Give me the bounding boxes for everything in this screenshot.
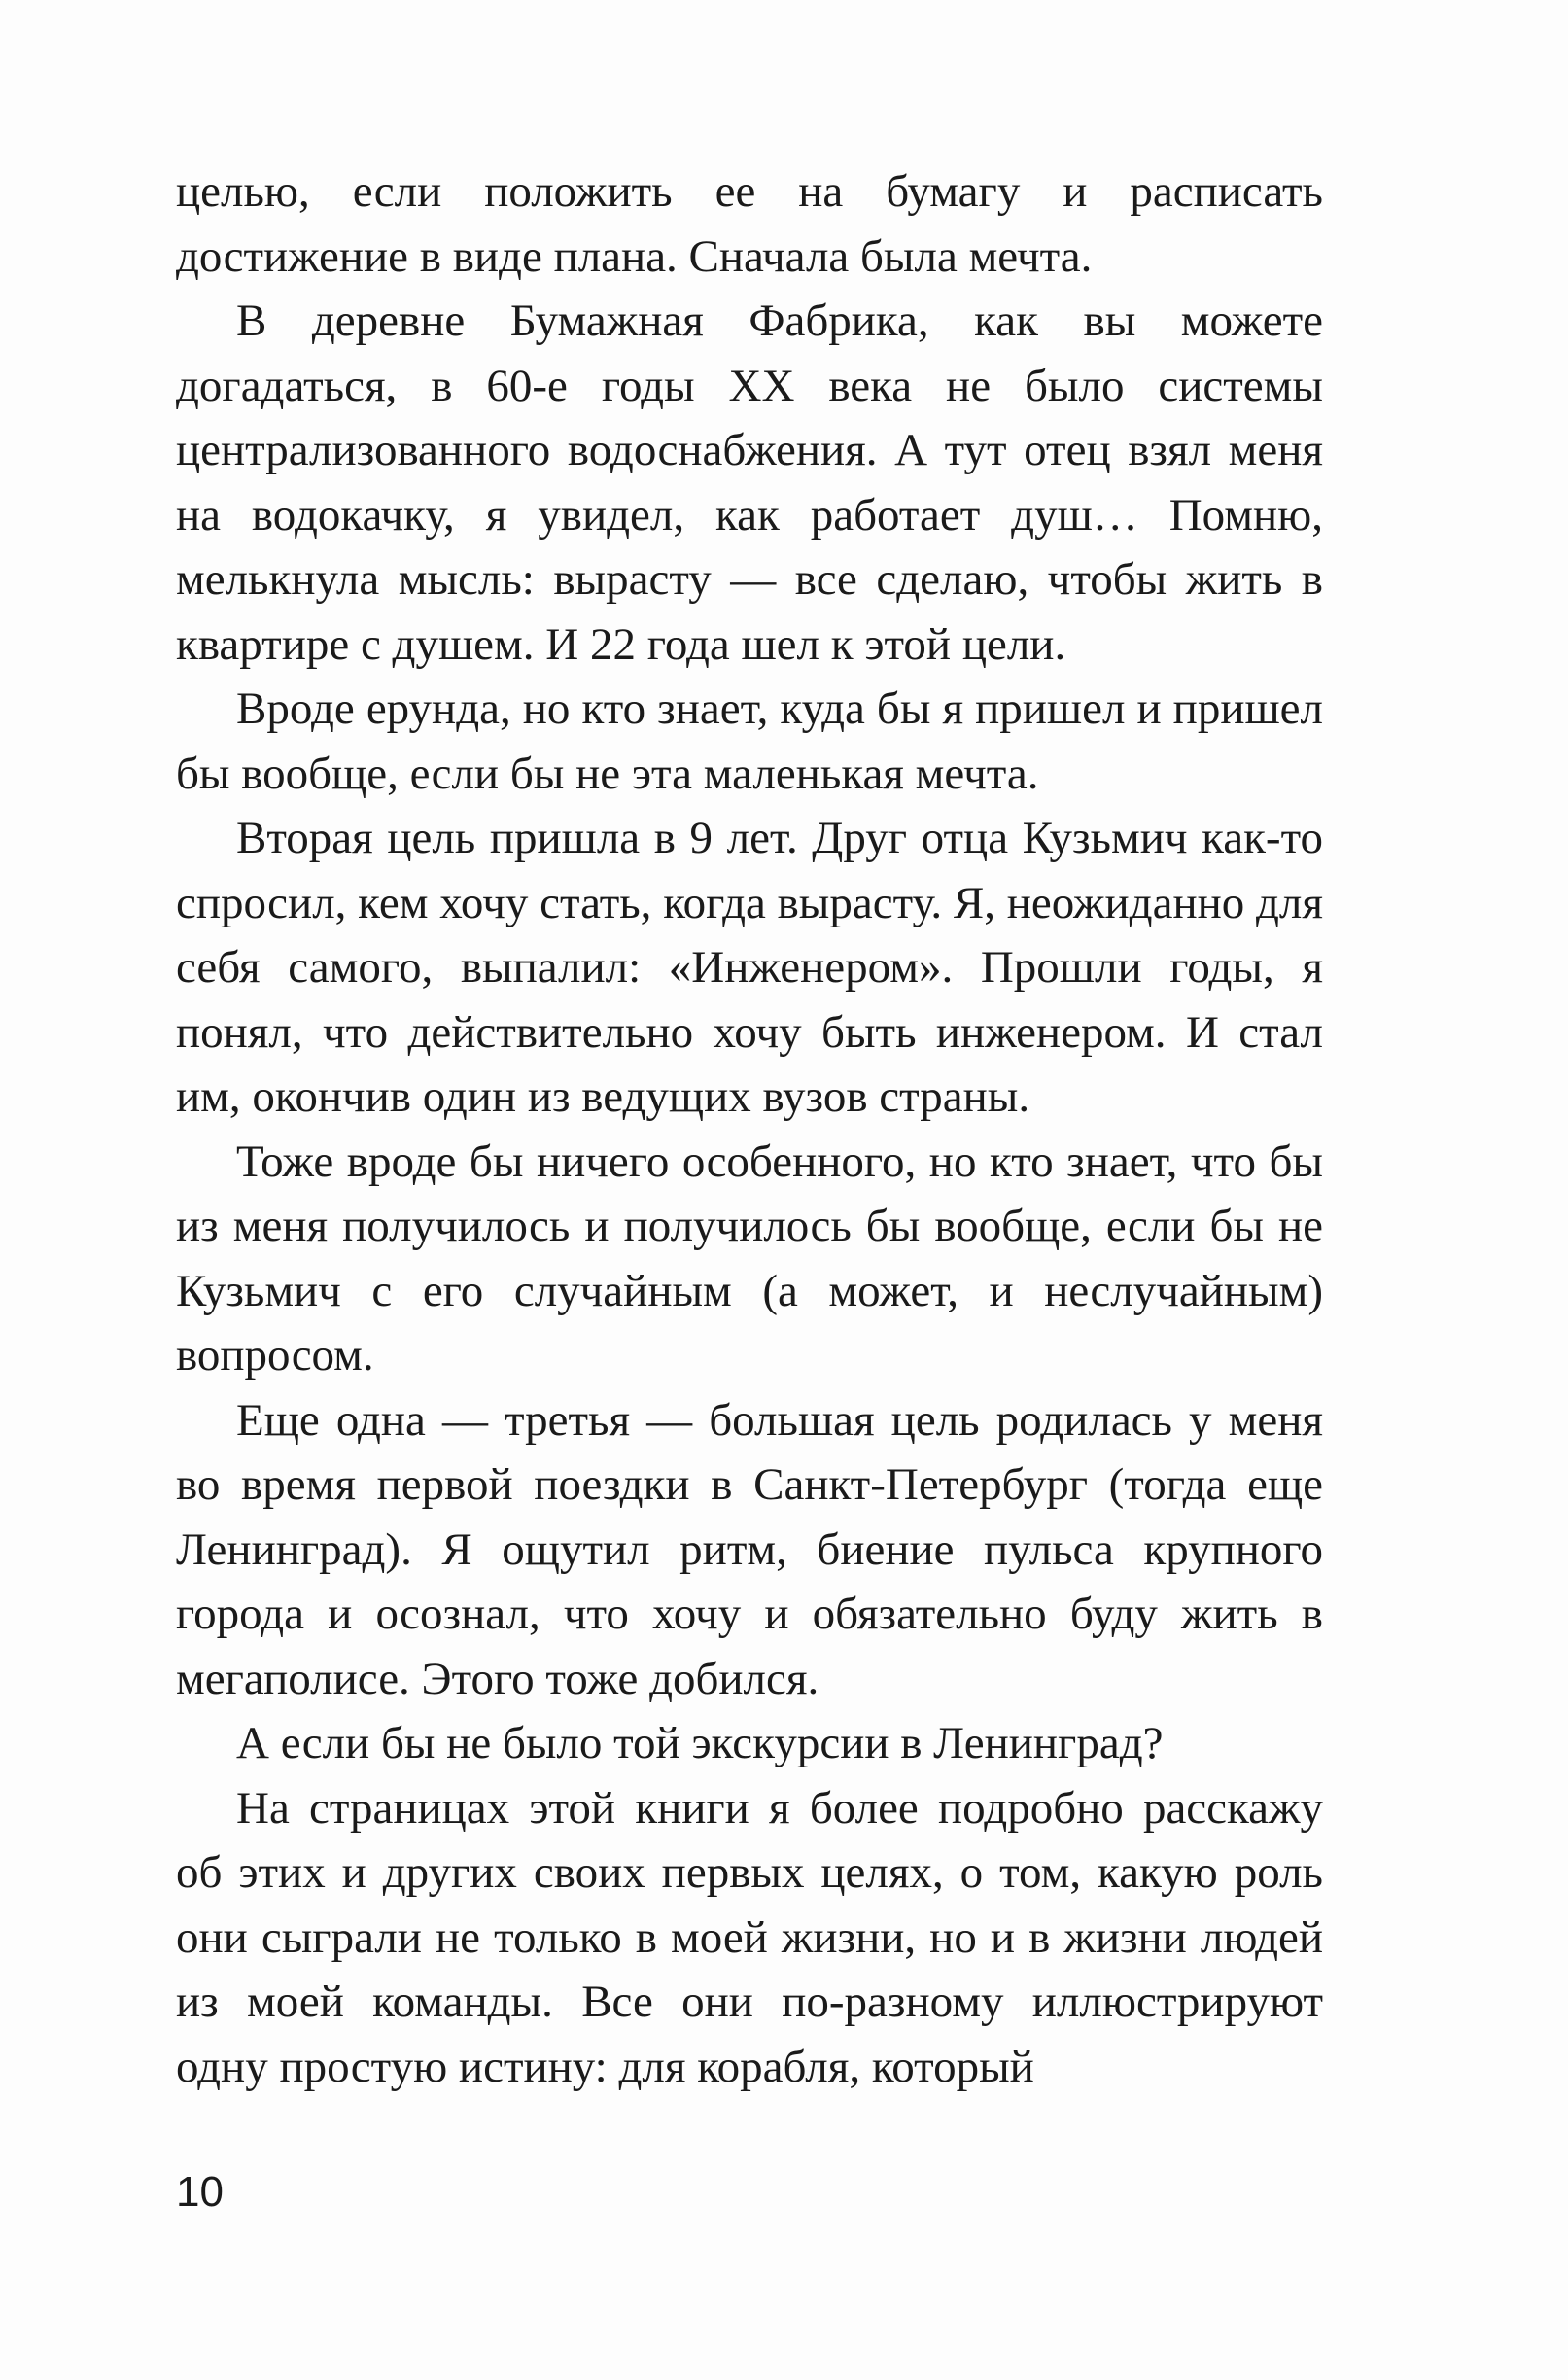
paragraph-7: А если бы не было той экскурсии в Ленинград? bbox=[236, 1718, 1164, 1768]
page-number: 10 bbox=[176, 2168, 224, 2216]
body-text bbox=[176, 159, 1323, 2099]
paragraph-8: На страницах этой книги я более подробно расскажу об этих и других своих первых целях, о том, какую роль они сыграли не только в моей жизни, но и в жизни людей из моей команды. Все они по-разному иллюстрируют одну простую истину: для корабля, который bbox=[176, 1782, 1323, 2092]
paragraph-1: целью, если положить ее на бумагу и расписать достижение в виде плана. Сначала была мечта. bbox=[176, 166, 1323, 282]
paragraph-2: В деревне Бумажная Фабрика, как вы можете догадаться, в 60-е годы XX века не было системы централизованного водоснабжения. А тут отец взял меня на водокачку, я увидел, как работает душ… Помню, мелькнула мысль: вырасту — все сделаю, чтобы жить в квартире с душем. И 22 года шел к этой цели. bbox=[176, 296, 1323, 670]
paragraph-3: Вроде ерунда, но кто знает, куда бы я пришел и пришел бы вообще, если бы не эта маленькая мечта. bbox=[176, 683, 1323, 799]
paragraph-4: Вторая цель пришла в 9 лет. Друг отца Кузьмич как-то спросил, кем хочу стать, когда вырасту. Я, неожиданно для себя самого, выпалил: «Инженером». Прошли годы, я понял, что действительно хочу быть инженером. И стал им, окончив один из ведущих вузов страны. bbox=[176, 813, 1323, 1122]
paragraph-6: Еще одна — третья — большая цель родилась у меня во время первой поездки в Санкт-Петербург (тогда еще Ленинград). Я ощутил ритм, биение пульса крупного города и осознал, что хочу и обязательно буду жить в мегаполисе. Этого тоже добился. bbox=[176, 1394, 1323, 1704]
paragraph-5: Тоже вроде бы ничего особенного, но кто знает, что бы из меня получилось и получилось бы вообще, если бы не Кузьмич с его случайным (а может, и неслучайным) вопросом. bbox=[176, 1136, 1323, 1381]
